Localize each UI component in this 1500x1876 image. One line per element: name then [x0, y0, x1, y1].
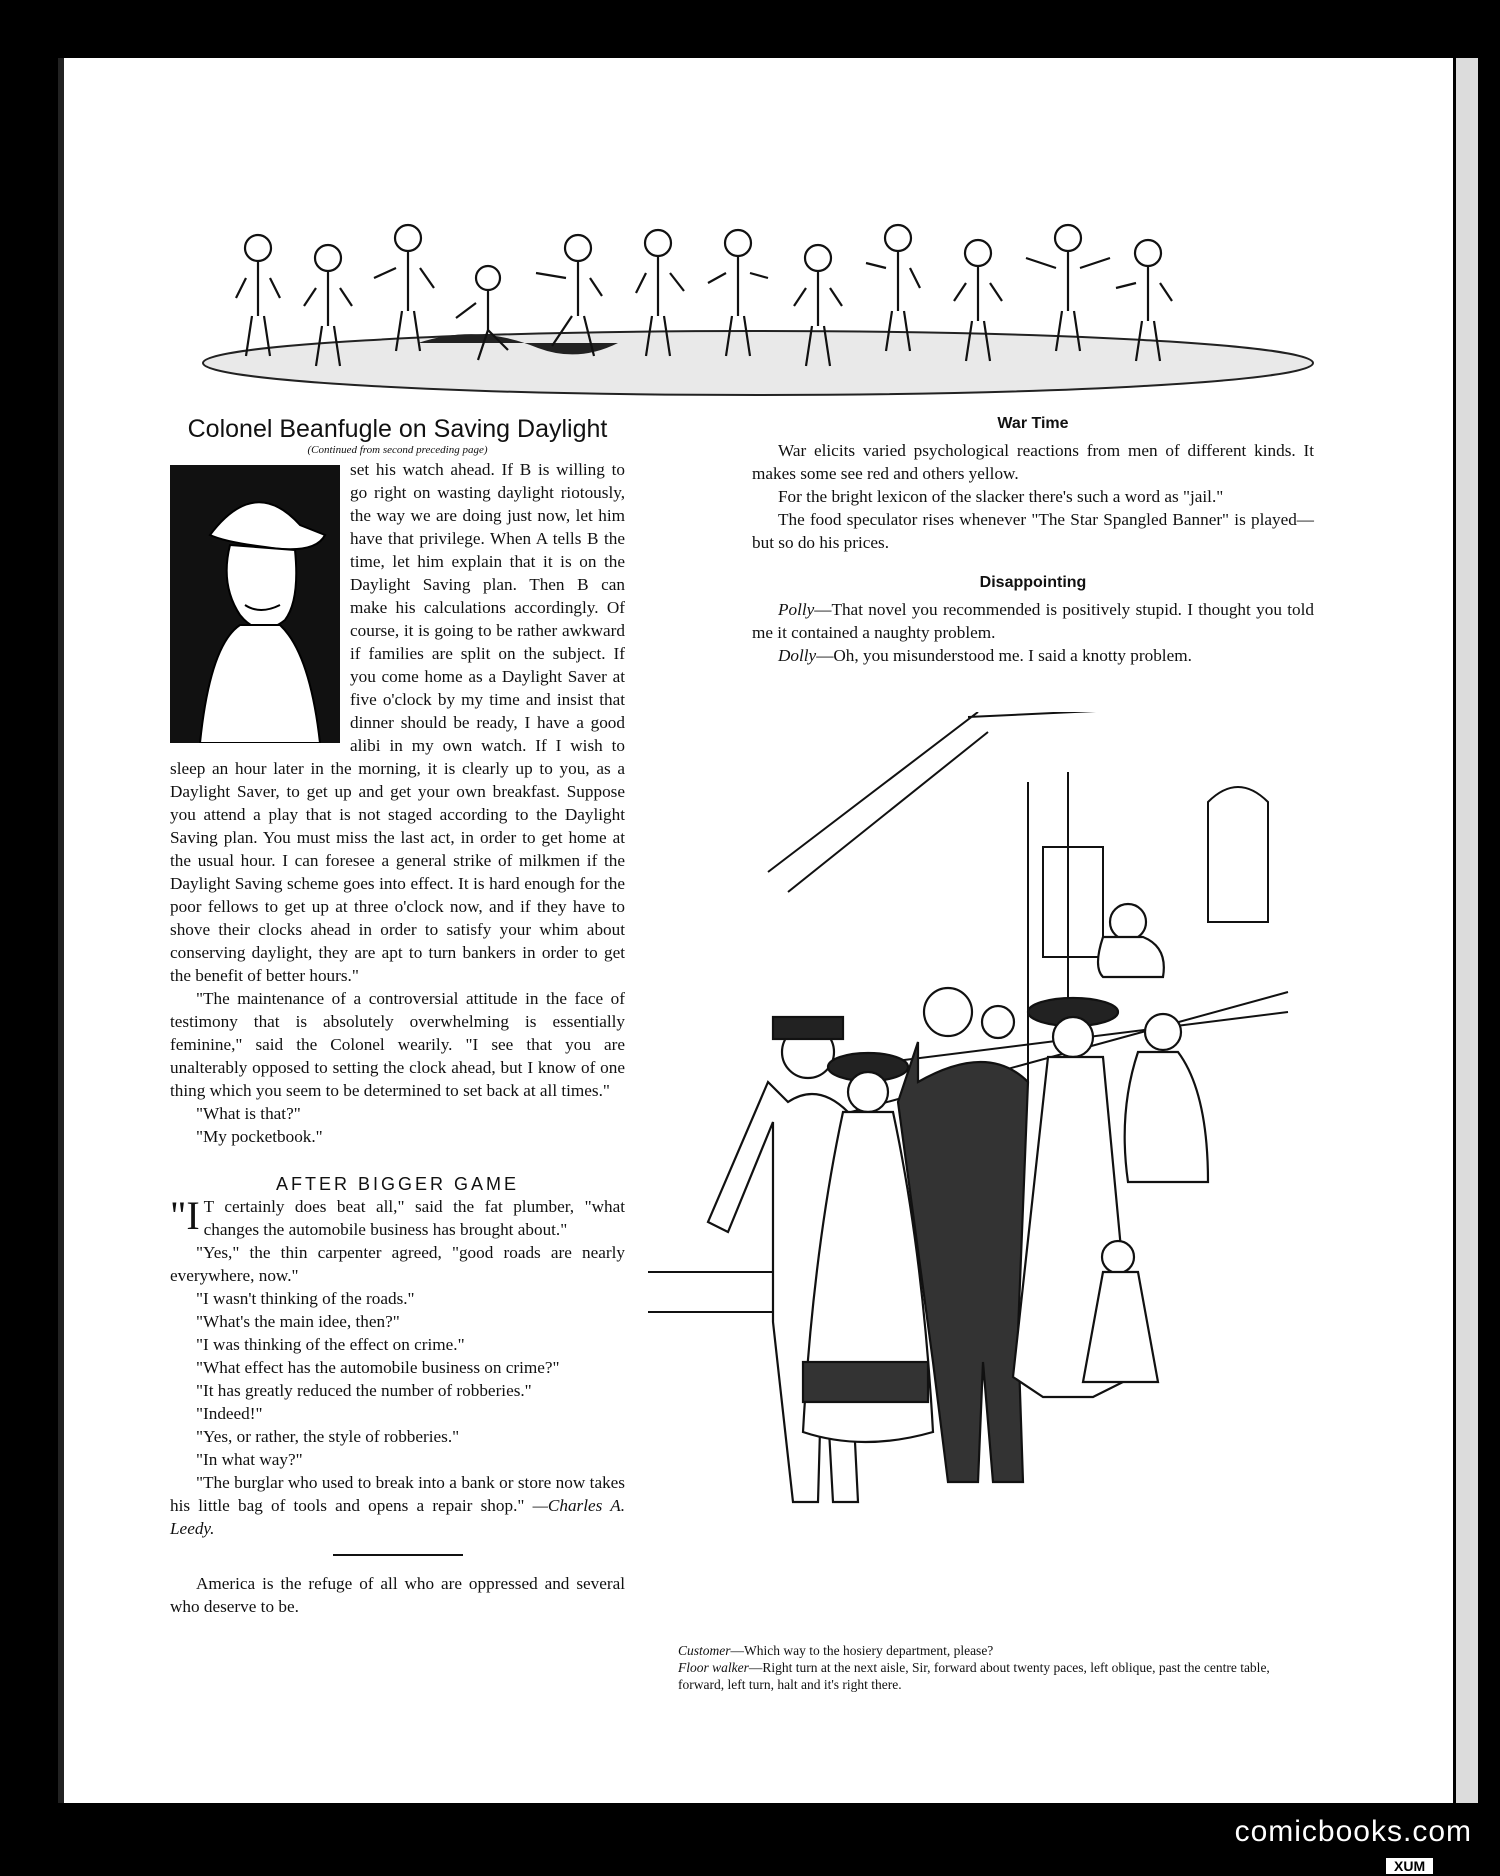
game-line: "Yes," the thin carpenter agreed, "good roads are nearly everywhere, now.": [170, 1243, 625, 1285]
section-divider: [333, 1554, 463, 1556]
right-column: [752, 415, 1314, 667]
article-title: Colonel Beanfugle on Saving Daylight: [187, 415, 608, 443]
watermark: comicbooks.com: [1234, 1815, 1472, 1848]
war-line: The food speculator rises whenever "The Star Spangled Banner" is played—but so do his prices.: [752, 510, 1314, 552]
game-author: —Charles A. Leedy.: [170, 1496, 626, 1538]
caption-line-1: [678, 1642, 1278, 1659]
floor-walker-text: —Right turn at the next aisle, Sir, forward about twenty paces, left oblique, past the centre table, forward, left turn, halt and it's right there.: [678, 1660, 1270, 1692]
dolly-line: [752, 644, 1314, 667]
war-time-title: War Time: [997, 415, 1069, 432]
game-line: "Yes, or rather, the style of robberies.": [196, 1427, 460, 1446]
dolly-name: Dolly: [778, 646, 817, 665]
caption-line-2: [678, 1659, 1278, 1693]
polly-line: [752, 598, 1314, 644]
article-paragraph-4: "My pocketbook.": [196, 1127, 323, 1146]
article-paragraph-3: "What is that?": [196, 1104, 301, 1123]
refuge-joke: America is the refuge of all who are oppressed and several who deserve to be.: [170, 1574, 625, 1616]
floor-walker-label: Floor walker: [678, 1660, 749, 1675]
game-line: "I was thinking of the effect on crime.": [196, 1335, 465, 1354]
colonel-portrait-illustration: [170, 465, 340, 743]
article-paragraph-1: set his watch ahead. If B is willing to go right on wasting daylight riotously, the way we are doing just now, let him have that privilege. When A tells B the time, let him explain that it is on the Daylight Saving plan. Then B can make his calculations accordingly. Of course, it is going to be rather awkward if families are split on the subject. If you come home as a Daylight Saver at five o'clock by my time and insist that dinner should be ready, I have a good alibi in my own watch. If I wish to sleep an hour later in the morning, it is clearly up to you, as a Daylight Saver, to get up and get your own breakfast. Suppose you attend a play that is not staged according to the Daylight Saving plan. You must miss the last act, in order to get home at the usual hour. I can foresee a general strike of milkmen if the Daylight Saving scheme goes into effect. It is hard enough for the poor fellows to get up at three o'clock now, and if they have to shove their clocks ahead in order to satisfy your whim about conserving daylight, they are apt to turn bankers in order to get the benefit of better hours.": [170, 460, 625, 985]
game-line: "What's the main idee, then?": [196, 1312, 400, 1331]
war-line: War elicits varied psychological reactions from men of different kinds. It makes some see red and others yellow.: [752, 441, 1314, 483]
game-paragraph-1-text: T certainly does beat all," said the fat plumber, "what changes the automobile business has brought about.": [203, 1197, 625, 1239]
drop-cap: "I: [170, 1193, 200, 1238]
game-line: "Indeed!": [196, 1404, 263, 1423]
corner-label: XUM: [1386, 1858, 1433, 1874]
polly-text: —That novel you recommended is positively stupid. I thought you told me it contained a naughty problem.: [752, 600, 1314, 642]
game-line: "In what way?": [196, 1450, 303, 1469]
continued-note: (Continued from second preceding page): [307, 444, 488, 456]
facing-page-edge: [1453, 58, 1478, 1803]
cherub-frieze-illustration: [198, 198, 1328, 398]
game-line: "What effect has the automobile business on crime?": [196, 1358, 560, 1377]
game-last-text: "The burglar who used to break into a bank or store now takes his little bag of tools and opens a repair shop.": [170, 1473, 625, 1515]
left-column: [170, 415, 625, 1618]
war-line: For the bright lexicon of the slacker there's such a word as "jail.": [778, 487, 1224, 506]
game-line: "It has greatly reduced the number of robberies.": [196, 1381, 532, 1400]
cartoon-caption: [678, 1642, 1278, 1693]
game-paragraph-1: [170, 1195, 625, 1241]
customer-label: Customer: [678, 1643, 731, 1658]
customer-text: —Which way to the hosiery department, please?: [730, 1643, 994, 1658]
page-left-edge: [58, 58, 64, 1803]
after-bigger-game-title: AFTER BIGGER GAME: [275, 1174, 520, 1194]
game-line: "I wasn't thinking of the roads.": [196, 1289, 415, 1308]
disappointing-title: Disappointing: [979, 574, 1087, 591]
article-paragraph-2: "The maintenance of a controversial attitude in the face of testimony that is absolutely overwhelming is essentially feminine," said the Colonel wearily. "I see that you are unalterably opposed to setting the clock ahead, but I know of one thing which you seem to be determined to set back at all times.": [170, 989, 625, 1100]
store-scene-cartoon: [648, 712, 1298, 1632]
polly-name: Polly: [778, 600, 815, 619]
game-last-line: [170, 1471, 625, 1540]
dolly-text: —Oh, you misunderstood me. I said a knotty problem.: [816, 646, 1192, 665]
